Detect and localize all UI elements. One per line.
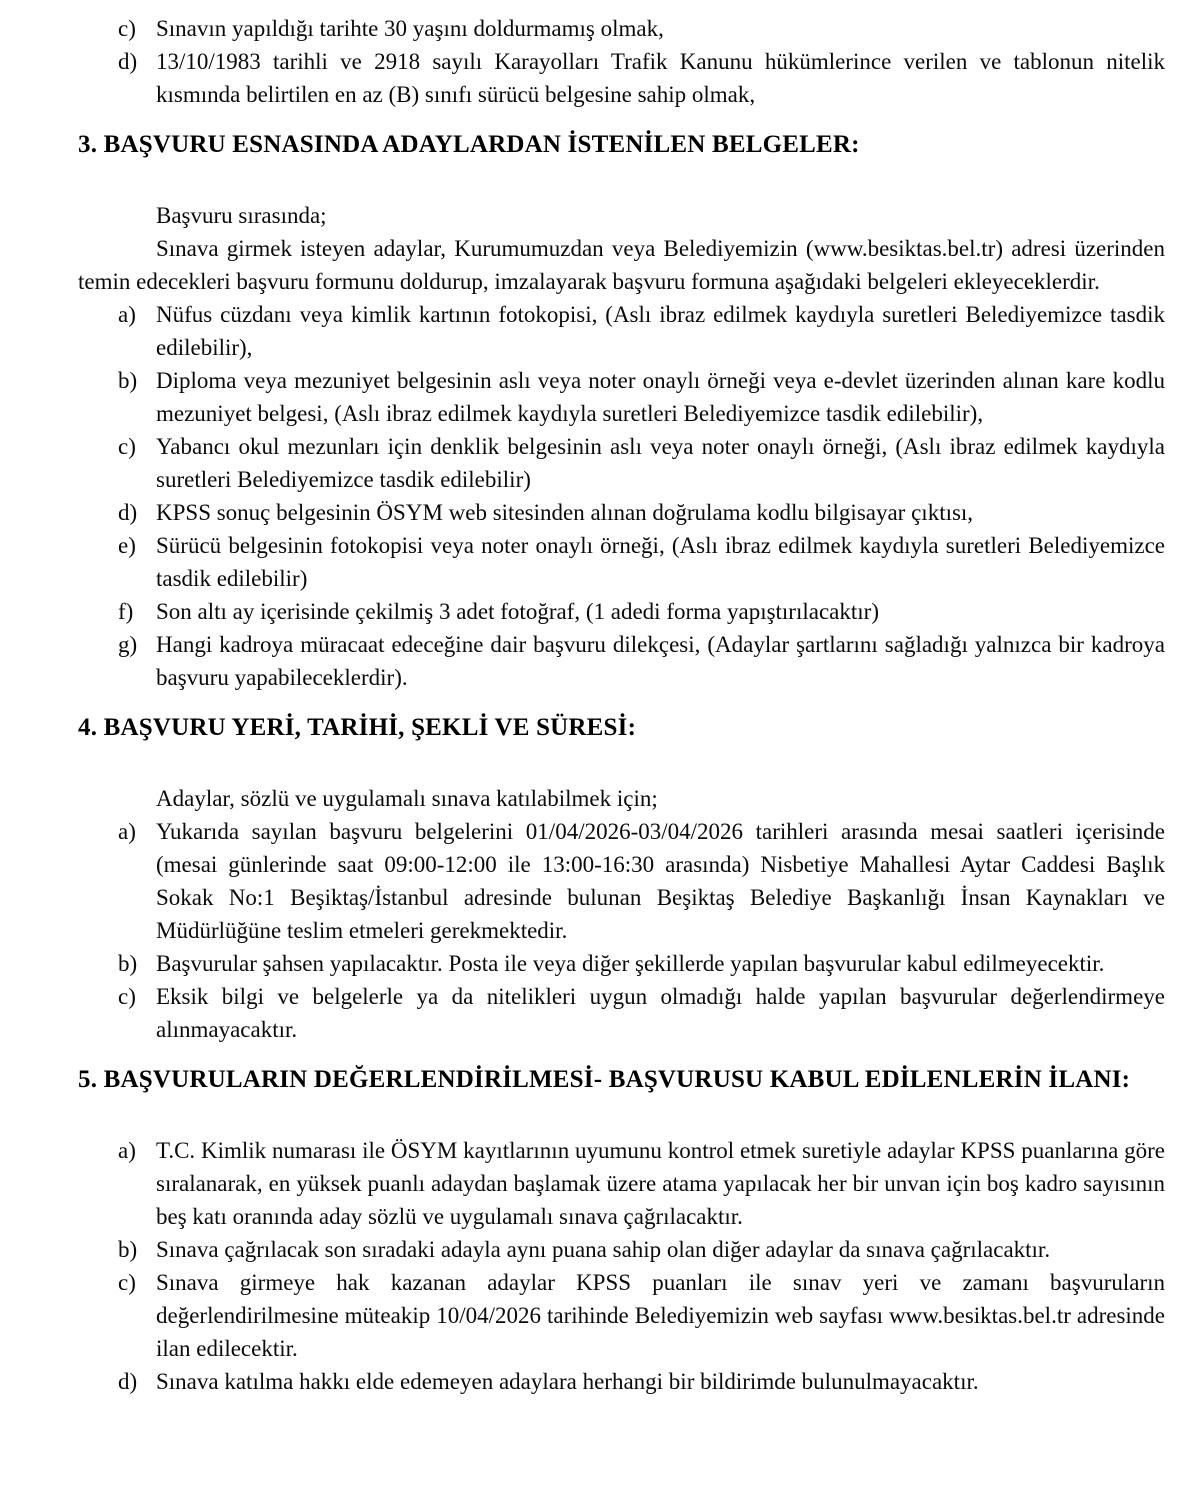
item-marker: b): [118, 368, 138, 393]
item-marker: c): [118, 16, 136, 41]
section-5-list: [78, 1134, 1165, 1398]
list-item: [78, 12, 1165, 45]
list-item: [78, 1233, 1165, 1266]
list-item: [78, 1134, 1165, 1233]
item-text: Sürücü belgesinin fotokopisi veya noter onaylı örneği, (Aslı ibraz edilmek kaydıyla suretleri Belediyemizce tasdik edilebilir): [156, 533, 1165, 591]
section-3-heading: 3. BAŞVURU ESNASINDA ADAYLARDAN İSTENİLEN BELGELER:: [78, 131, 860, 158]
item-marker: a): [118, 819, 136, 844]
item-text: KPSS sonuç belgesinin ÖSYM web sitesinden alınan doğrulama kodlu bilgisayar çıktısı,: [156, 500, 974, 525]
section-4-heading: 4. BAŞVURU YERİ, TARİHİ, ŞEKLİ VE SÜRESİ:: [78, 714, 637, 741]
item-marker: e): [118, 533, 136, 558]
item-text: Yukarıda sayılan başvuru belgelerini 01/04/2026-03/04/2026 tarihleri arasında mesai saatleri içerisinde (mesai günlerinde saat 09:00-12:00 ile 13:00-16:30 arasında) Nisbetiye Mahallesi Aytar Caddesi Başlık Sokak No:1 Beşiktaş/İstanbul adresinde bulunan Beşiktaş Belediye Başkanlığı İnsan Kaynakları ve Müdürlüğüne teslim etmeleri gerekmektedir.: [156, 819, 1165, 943]
item-text: Sınavın yapıldığı tarihte 30 yaşını doldurmamış olmak,: [156, 16, 664, 41]
item-marker: d): [118, 49, 138, 74]
item-text: 13/10/1983 tarihli ve 2918 sayılı Karayolları Trafik Kanunu hükümlerince verilen ve tablonun nitelik kısmında belirtilen en az (B) sınıfı sürücü belgesine sahip olmak,: [156, 49, 1165, 107]
list-item: [78, 815, 1165, 947]
list-item: [78, 980, 1165, 1046]
list-item: [78, 45, 1165, 111]
list-item: [78, 496, 1165, 529]
item-text: Son altı ay içerisinde çekilmiş 3 adet fotoğraf, (1 adedi forma yapıştırılacaktır): [156, 599, 879, 624]
item-text: T.C. Kimlik numarası ile ÖSYM kayıtlarının uyumunu kontrol etmek suretiyle adaylar KPSS puanlarına göre sıralanarak, en yüksek puanlı adaydan başlamak üzere atama yapılacak her bir unvan için boş kadro sayısının beş katı oranında aday sözlü ve uygulamalı sınava çağrılacaktır.: [156, 1138, 1165, 1229]
item-marker: c): [118, 984, 136, 1009]
list-item: [78, 1266, 1165, 1365]
section-5-heading: 5. BAŞVURULARIN DEĞERLENDİRİLMESİ- BAŞVURUSU KABUL EDİLENLERİN İLANI:: [78, 1066, 1131, 1093]
list-item: [78, 364, 1165, 430]
section-4-paragraph-1: Adaylar, sözlü ve uygulamalı sınava katılabilmek için;: [156, 786, 658, 811]
list-item: [78, 628, 1165, 694]
item-marker: d): [118, 500, 138, 525]
section-3-paragraph-1: Başvuru sırasında;: [156, 203, 327, 228]
section-3-list: [78, 298, 1165, 694]
item-text: Hangi kadroya müracaat edeceğine dair başvuru dilekçesi, (Adaylar şartlarını sağladığı yalnızca bir kadroya başvuru yapabileceklerdir).: [156, 632, 1165, 690]
item-text: Sınava katılma hakkı elde edemeyen adaylara herhangi bir bildirimde bulunulmayacaktır.: [156, 1369, 979, 1394]
list-item: [78, 298, 1165, 364]
item-text: Sınava çağrılacak son sıradaki adayla aynı puana sahip olan diğer adaylar da sınava çağrılacaktır.: [156, 1237, 1051, 1262]
item-text: Sınava girmeye hak kazanan adaylar KPSS puanları ile sınav yeri ve zamanı başvuruların değerlendirilmesine müteakip 10/04/2026 tarihinde Belediyemizin web sayfası www.besiktas.bel.tr adresinde ilan edilecektir.: [156, 1270, 1165, 1361]
item-marker: a): [118, 302, 136, 327]
item-text: Yabancı okul mezunları için denklik belgesinin aslı veya noter onaylı örneği, (Aslı ibraz edilmek kaydıyla suretleri Belediyemizce tasdik edilebilir): [156, 434, 1165, 492]
section-4-list: [78, 815, 1165, 1046]
item-marker: a): [118, 1138, 136, 1163]
item-marker: c): [118, 434, 136, 459]
item-text: Eksik bilgi ve belgelerle ya da nitelikleri uygun olmadığı halde yapılan başvurular değerlendirmeye alınmayacaktır.: [156, 984, 1165, 1042]
list-item: [78, 595, 1165, 628]
item-text: Nüfus cüzdanı veya kimlik kartının fotokopisi, (Aslı ibraz edilmek kaydıyla suretleri Belediyemizce tasdik edilebilir),: [156, 302, 1165, 360]
list-item: [78, 1365, 1165, 1398]
item-marker: b): [118, 1237, 138, 1262]
list-item: [78, 529, 1165, 595]
item-marker: b): [118, 951, 138, 976]
section-3-paragraph-2: Sınava girmek isteyen adaylar, Kurumumuzdan veya Belediyemizin (www.besiktas.bel.tr) adresi üzerinden temin edecekleri başvuru formunu doldurup, imzalayarak başvuru formuna aşağıdaki belgeleri ekleyeceklerdir.: [78, 236, 1165, 294]
item-marker: f): [118, 599, 134, 624]
item-marker: c): [118, 1270, 136, 1295]
item-text: Diploma veya mezuniyet belgesinin aslı veya noter onaylı örneği veya e-devlet üzerinden alınan kare kodlu mezuniyet belgesi, (Aslı ibraz edilmek kaydıyla suretleri Belediyemizce tasdik edilebilir),: [156, 368, 1165, 426]
list-item: [78, 430, 1165, 496]
item-marker: g): [118, 632, 138, 657]
item-text: Başvurular şahsen yapılacaktır. Posta ile veya diğer şekillerde yapılan başvurular kabul edilmeyecektir.: [156, 951, 1105, 976]
item-marker: d): [118, 1369, 138, 1394]
intro-list: [78, 12, 1165, 111]
list-item: [78, 947, 1165, 980]
